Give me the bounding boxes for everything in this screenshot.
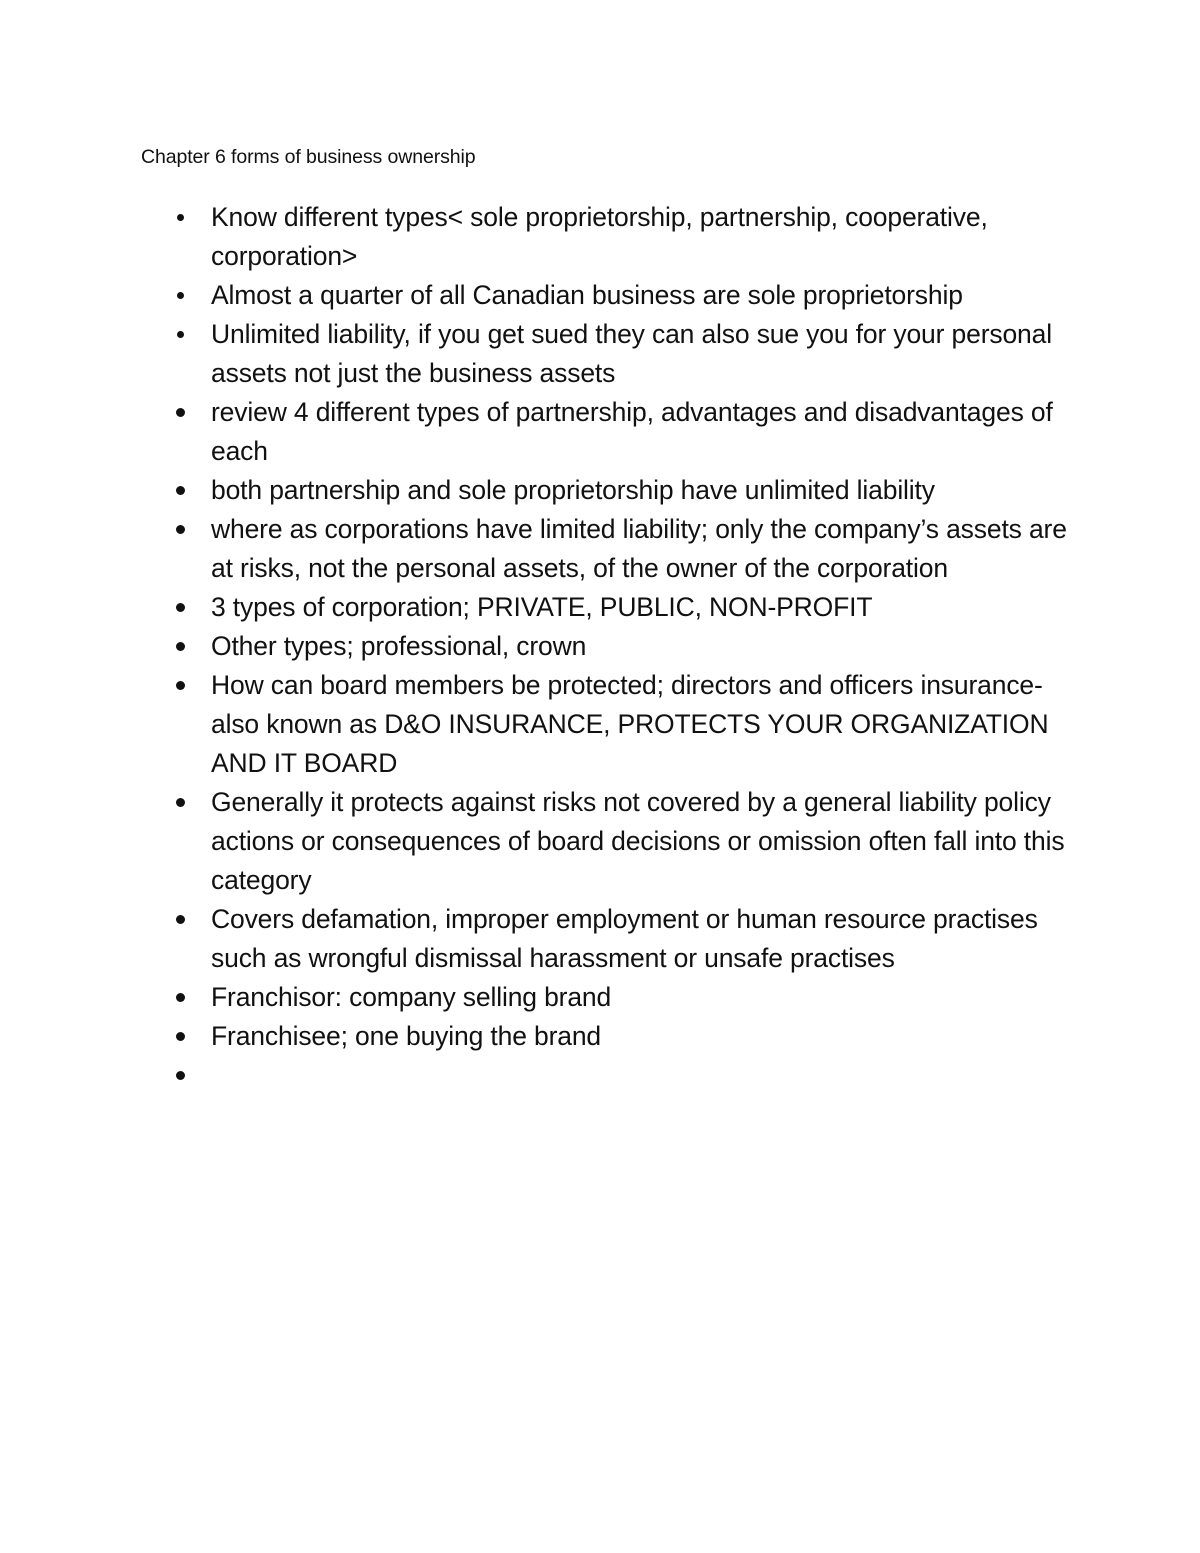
list-item-text: both partnership and sole proprietorship have unlimited liability <box>211 475 935 505</box>
list-item-text: Know different types< sole proprietorship, partnership, cooperative, corporation> <box>211 202 988 271</box>
list-item <box>172 315 1072 393</box>
list-item <box>172 393 1072 471</box>
list-item <box>172 510 1072 588</box>
bullet-list <box>172 198 1072 1056</box>
bullet-dot-icon <box>177 292 184 299</box>
document-title: Chapter 6 forms of business ownership <box>141 146 476 168</box>
list-item-text: Other types; professional, crown <box>211 631 587 661</box>
list-item <box>172 978 1072 1017</box>
list-item <box>172 276 1072 315</box>
list-item-text: 3 types of corporation; PRIVATE, PUBLIC, NON-PROFIT <box>211 592 873 622</box>
bullet-dot-icon <box>176 486 185 495</box>
bullet-dot-icon <box>177 331 184 338</box>
bullet-dot-icon <box>177 214 184 221</box>
list-item <box>172 588 1072 627</box>
list-item-text: Franchisor: company selling brand <box>211 982 612 1012</box>
bullet-dot-icon <box>176 681 185 690</box>
list-item-text: Generally it protects against risks not covered by a general liability policy actions or consequences of board decisions or omission often fall into this category <box>211 787 1065 895</box>
list-item <box>172 783 1072 900</box>
list-item <box>172 1017 1072 1056</box>
list-item-text: Franchisee; one buying the brand <box>211 1021 602 1051</box>
list-item <box>172 198 1072 276</box>
list-item-text: where as corporations have limited liability; only the company’s assets are at risks, not the personal assets, of the owner of the corporation <box>211 514 1067 583</box>
bullet-dot-icon <box>176 525 185 534</box>
list-item-text: review 4 different types of partnership, advantages and disadvantages of each <box>211 397 1053 466</box>
list-item <box>172 471 1072 510</box>
bullet-dot-icon <box>176 915 185 924</box>
list-item <box>172 900 1072 978</box>
bullet-dot-icon <box>176 1071 185 1080</box>
bullet-dot-icon <box>176 603 185 612</box>
list-item-text: Almost a quarter of all Canadian business are sole proprietorship <box>211 280 963 310</box>
list-item <box>172 666 1072 783</box>
list-item-text: Unlimited liability, if you get sued they can also sue you for your personal assets not just the business assets <box>211 319 1052 388</box>
list-item <box>172 627 1072 666</box>
bullet-dot-icon <box>176 993 185 1002</box>
list-item-text: How can board members be protected; directors and officers insurance- also known as D&O INSURANCE, PROTECTS YOUR ORGANIZATION AND IT BOARD <box>211 670 1049 778</box>
list-item-text: Covers defamation, improper employment or human resource practises such as wrongful dismissal harassment or unsafe practises <box>211 904 1038 973</box>
bullet-dot-icon <box>176 798 185 807</box>
bullet-dot-icon <box>176 1032 185 1041</box>
bullet-dot-icon <box>176 642 185 651</box>
bullet-dot-icon <box>176 408 185 417</box>
